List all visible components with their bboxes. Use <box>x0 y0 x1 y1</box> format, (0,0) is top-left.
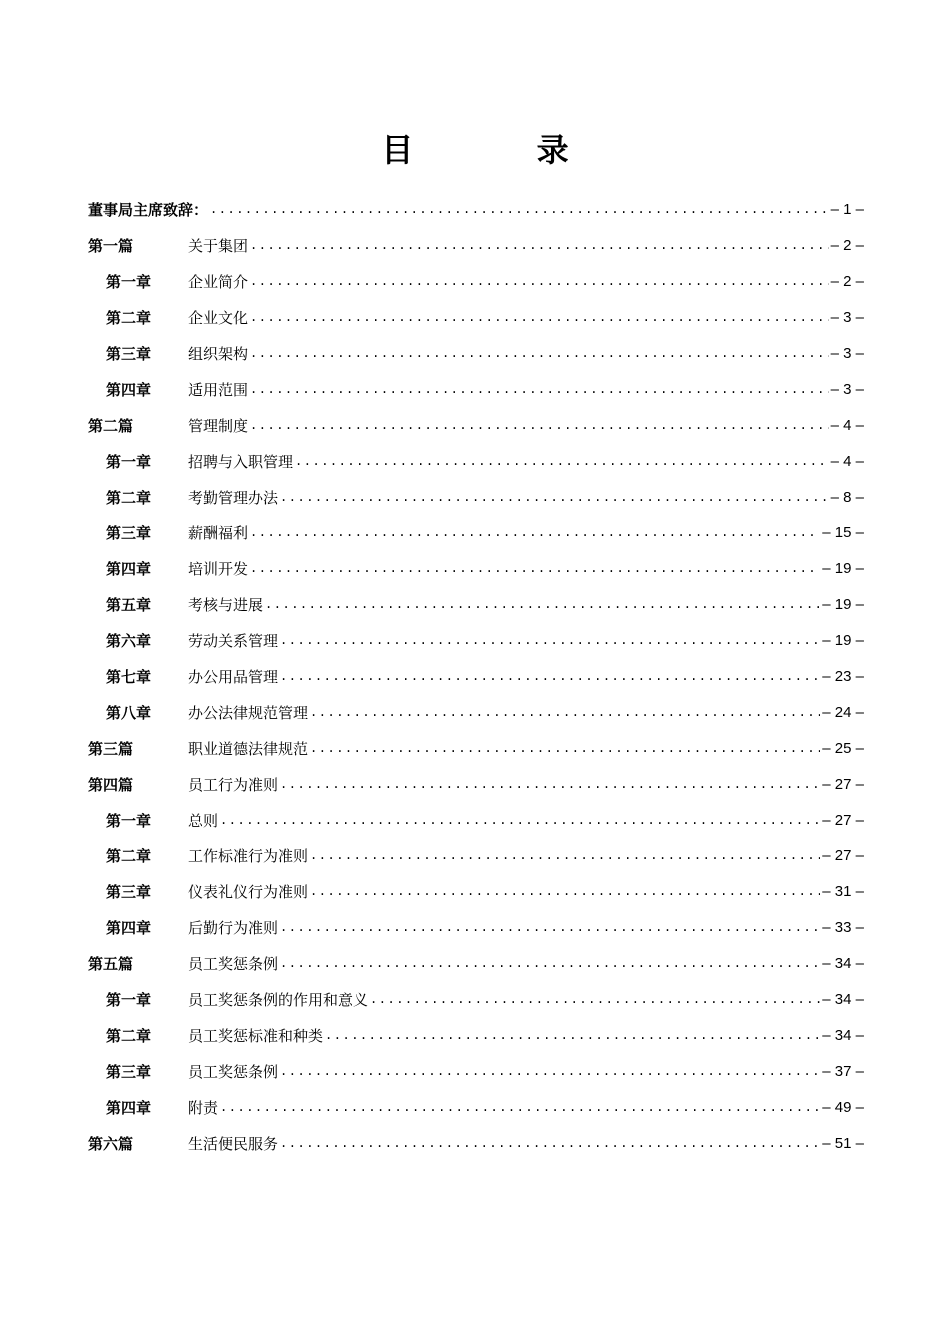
toc-dot-leader <box>280 956 820 971</box>
toc-entry-number: 第五章 <box>106 596 152 615</box>
toc-entry-number: 第四章 <box>106 380 152 399</box>
toc-entry-number: 第七章 <box>106 668 152 687</box>
toc-dot-leader <box>280 1064 820 1079</box>
toc-entry-label: 招聘与入职管理 <box>188 452 294 471</box>
toc-entry-number: 第六章 <box>106 632 152 651</box>
toc-entry[interactable] <box>88 1089 864 1125</box>
toc-dot-leader <box>265 597 820 612</box>
toc-entry-number: 第二篇 <box>88 416 134 435</box>
toc-entry-page-number: – 4 – <box>830 416 864 434</box>
toc-dot-leader <box>250 561 820 576</box>
toc-entry-page-number: – 15 – <box>822 524 864 542</box>
toc-entry-number: 第一章 <box>106 452 152 471</box>
toc-entry[interactable] <box>88 371 864 407</box>
toc-entry-number: 第三章 <box>106 883 152 902</box>
toc-entry[interactable] <box>88 1017 864 1053</box>
toc-entry-page-number: – 4 – <box>830 452 864 470</box>
toc-dot-leader <box>310 705 820 720</box>
toc-entry-label: 企业文化 <box>188 309 249 328</box>
toc-entry-number: 第二章 <box>106 847 152 866</box>
toc-entry[interactable] <box>88 192 864 228</box>
toc-dot-leader <box>325 1028 820 1043</box>
toc-dot-leader <box>280 777 820 792</box>
toc-entry-label: 薪酬福利 <box>188 524 249 543</box>
toc-entry[interactable] <box>88 228 864 264</box>
toc-entry-label: 员工奖惩条例 <box>188 955 279 974</box>
toc-entry-number: 第一章 <box>106 273 152 292</box>
toc-entry[interactable] <box>88 946 864 982</box>
toc-entry-label: 总则 <box>188 811 219 830</box>
toc-entry[interactable] <box>88 659 864 695</box>
toc-entry[interactable] <box>88 587 864 623</box>
toc-entry-page-number: – 25 – <box>822 739 864 757</box>
toc-entry-number: 第五篇 <box>88 955 134 974</box>
toc-dot-leader <box>250 346 829 361</box>
toc-entry-page-number: – 49 – <box>822 1098 864 1116</box>
toc-entry-page-number: – 2 – <box>830 237 864 255</box>
toc-entry-number: 第三章 <box>106 1062 152 1081</box>
toc-entry-label: 仪表礼仪行为准则 <box>188 883 309 902</box>
toc-entry[interactable] <box>88 623 864 659</box>
toc-entry-page-number: – 34 – <box>822 991 864 1009</box>
toc-entry-page-number: – 24 – <box>822 703 864 721</box>
toc-list <box>88 192 864 1161</box>
toc-entry[interactable] <box>88 515 864 551</box>
toc-entry-number: 第四篇 <box>88 775 134 794</box>
toc-entry[interactable] <box>88 1125 864 1161</box>
toc-entry-label: 职业道德法律规范 <box>188 739 309 758</box>
toc-entry-page-number: – 31 – <box>822 883 864 901</box>
toc-entry-label: 劳动关系管理 <box>188 632 279 651</box>
toc-entry-page-number: – 19 – <box>822 596 864 614</box>
toc-entry-label: 生活便民服务 <box>188 1134 279 1153</box>
toc-entry-label: 员工奖惩条例 <box>188 1062 279 1081</box>
toc-dot-leader <box>310 741 820 756</box>
toc-entry[interactable] <box>88 838 864 874</box>
page-title: 目 录 <box>381 131 625 169</box>
toc-entry-label: 组织架构 <box>188 345 249 363</box>
toc-entry-label: 办公法律规范管理 <box>188 703 309 722</box>
toc-entry-page-number: – 1 – <box>830 201 864 219</box>
toc-entry-number: 第八章 <box>106 703 152 722</box>
toc-entry-number: 第六篇 <box>88 1134 134 1153</box>
toc-entry-number: 第四章 <box>106 560 152 579</box>
toc-entry-label: 员工奖惩条例的作用和意义 <box>188 991 369 1010</box>
toc-entry-number: 第一章 <box>106 811 152 830</box>
toc-entry-number: 第三篇 <box>88 739 134 758</box>
toc-entry-number: 第二章 <box>106 488 152 507</box>
toc-entry-label: 考核与进展 <box>188 596 264 615</box>
toc-entry[interactable] <box>88 910 864 946</box>
toc-dot-leader <box>280 1136 820 1151</box>
toc-entry-page-number: – 3 – <box>830 380 864 398</box>
toc-dot-leader <box>280 633 820 648</box>
toc-entry-page-number: – 34 – <box>822 955 864 973</box>
toc-dot-leader <box>250 274 829 289</box>
toc-entry[interactable] <box>88 694 864 730</box>
toc-entry-number: 第一篇 <box>88 237 134 256</box>
toc-entry-page-number: – 51 – <box>822 1134 864 1152</box>
toc-entry[interactable] <box>88 1053 864 1089</box>
toc-dot-leader <box>295 454 829 469</box>
toc-dot-leader <box>250 418 829 433</box>
toc-dot-leader <box>250 525 820 540</box>
toc-entry-label: 员工奖惩标准和种类 <box>188 1026 324 1045</box>
toc-entry-label: 员工行为准则 <box>188 775 279 794</box>
toc-entry-label: 企业简介 <box>188 273 249 292</box>
toc-entry-page-number: – 37 – <box>822 1062 864 1080</box>
toc-entry[interactable] <box>88 551 864 587</box>
toc-dot-leader <box>370 992 820 1007</box>
toc-entry-number: 第三章 <box>106 524 152 543</box>
toc-entry-page-number: – 27 – <box>822 847 864 865</box>
toc-entry-label: 适用范围 <box>188 380 249 399</box>
toc-entry-page-number: – 8 – <box>830 488 864 506</box>
toc-entry-label: 附责 <box>188 1098 219 1117</box>
toc-entry-label: 管理制度 <box>188 416 249 435</box>
toc-entry[interactable] <box>88 766 864 802</box>
toc-entry-page-number: – 19 – <box>822 632 864 650</box>
toc-dot-leader <box>280 669 820 684</box>
toc-entry-label: 董事局主席致辞： <box>88 201 209 220</box>
toc-entry-number: 第四章 <box>106 1098 152 1117</box>
toc-dot-leader <box>250 310 829 325</box>
toc-entry-number: 第三章 <box>106 345 152 363</box>
toc-entry[interactable] <box>88 802 864 838</box>
toc-entry[interactable] <box>88 479 864 515</box>
toc-entry-page-number: – 27 – <box>822 811 864 829</box>
toc-entry-label: 办公用品管理 <box>188 668 279 687</box>
toc-entry[interactable] <box>88 300 864 336</box>
toc-entry-page-number: – 19 – <box>822 560 864 578</box>
toc-entry-number: 第四章 <box>106 919 152 938</box>
toc-entry-label: 关于集团 <box>188 237 249 256</box>
toc-entry-number: 第一章 <box>106 991 152 1010</box>
toc-entry-label: 培训开发 <box>188 560 249 579</box>
toc-entry-page-number: – 2 – <box>830 273 864 291</box>
toc-dot-leader <box>310 884 820 899</box>
toc-dot-leader <box>250 382 829 397</box>
toc-entry-number: 第二章 <box>106 309 152 328</box>
toc-entry-label: 工作标准行为准则 <box>188 847 309 866</box>
toc-dot-leader <box>310 848 820 863</box>
toc-entry[interactable] <box>88 443 864 479</box>
toc-entry[interactable] <box>88 264 864 300</box>
toc-entry-page-number: – 33 – <box>822 919 864 937</box>
toc-entry[interactable] <box>88 874 864 910</box>
toc-entry-page-number: – 27 – <box>822 775 864 793</box>
toc-entry-number: 第二章 <box>106 1026 152 1045</box>
toc-dot-leader <box>220 1100 820 1115</box>
toc-dot-leader <box>280 920 820 935</box>
toc-entry-page-number: – 34 – <box>822 1026 864 1044</box>
toc-dot-leader <box>280 490 829 505</box>
toc-entry[interactable] <box>88 982 864 1018</box>
toc-entry-label: 考勤管理办法 <box>188 488 279 507</box>
toc-dot-leader <box>210 202 829 217</box>
toc-entry[interactable] <box>88 336 864 372</box>
toc-dot-leader <box>250 238 829 253</box>
toc-entry-page-number: – 23 – <box>822 668 864 686</box>
toc-entry-page-number: – 3 – <box>830 309 864 327</box>
toc-entry[interactable] <box>88 407 864 443</box>
toc-dot-leader <box>220 813 820 828</box>
toc-entry-page-number: – 3 – <box>830 345 864 362</box>
toc-entry[interactable] <box>88 730 864 766</box>
toc-entry-label: 后勤行为准则 <box>188 919 279 938</box>
